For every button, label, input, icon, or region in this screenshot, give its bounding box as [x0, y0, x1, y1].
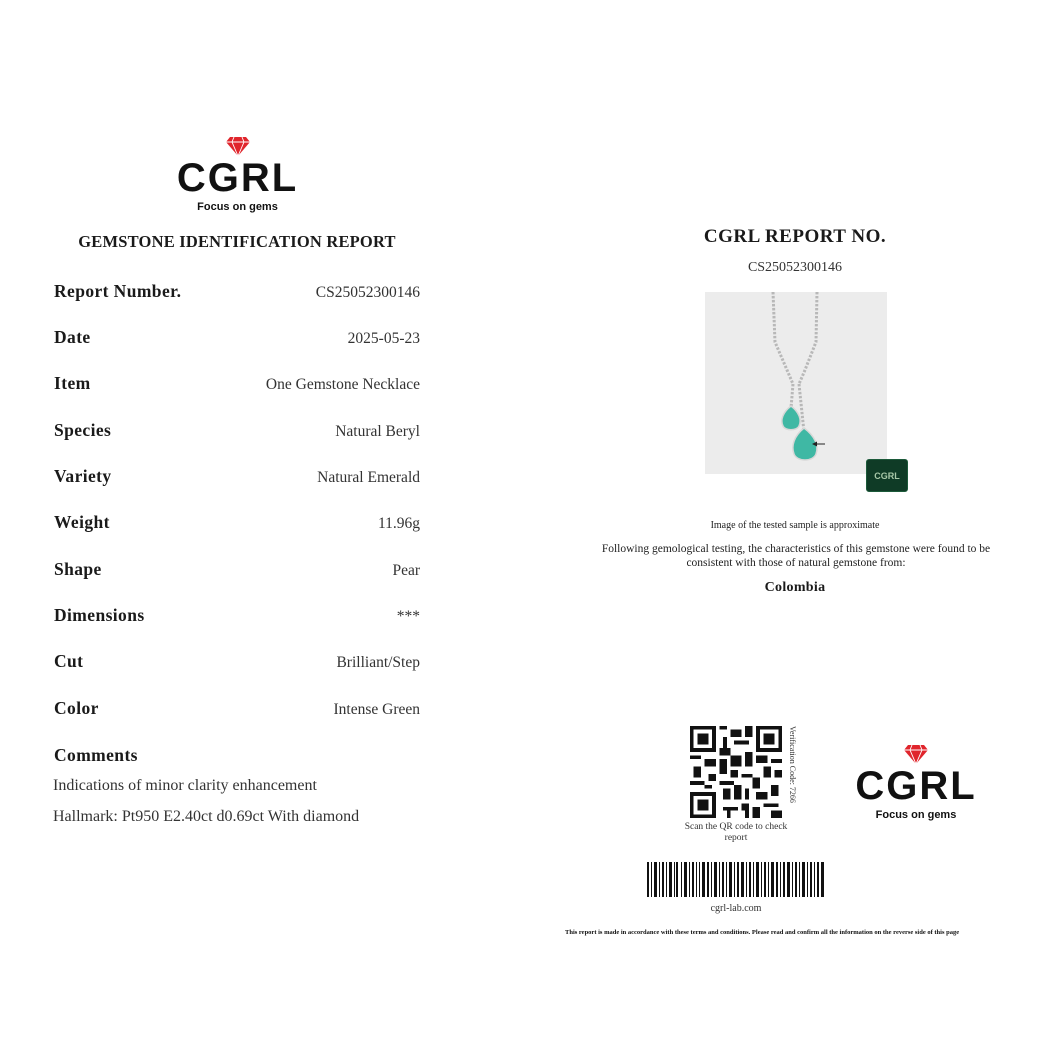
field-value: Pear	[392, 562, 420, 579]
logo-tagline: Focus on gems	[875, 809, 957, 821]
terms-notice: This report is made in accordance with these terms and conditions. Please read and confirm all the information on the reverse side of this page	[565, 929, 960, 936]
field-label: Date	[54, 327, 91, 347]
cgrl-logo-left	[170, 136, 305, 213]
field-label: Variety	[54, 466, 112, 486]
field-cut	[54, 651, 420, 677]
comment-line: Indications of minor clarity enhancement	[53, 777, 317, 794]
field-label: Dimensions	[54, 605, 145, 625]
field-value: Natural Beryl	[335, 423, 420, 440]
field-weight	[54, 512, 420, 538]
comment-line: Hallmark: Pt950 E2.40ct d0.69ct With diamond	[53, 808, 360, 825]
field-color	[54, 698, 420, 724]
verification-code: Verification Code: 7266	[788, 726, 797, 803]
barcode-icon	[647, 862, 824, 897]
field-date	[54, 327, 420, 353]
cgrl-logo-right	[848, 744, 984, 821]
scan-instruction: Scan the QR code to check report	[684, 822, 788, 843]
field-value: Brilliant/Step	[336, 654, 420, 671]
field-label: Item	[54, 373, 91, 393]
website-link[interactable]: cgrl-lab.com	[710, 903, 762, 914]
field-label: Weight	[54, 512, 110, 532]
field-label: Shape	[54, 559, 102, 579]
field-species	[54, 420, 420, 446]
logo-wordmark: CGRL	[855, 764, 977, 808]
photo-caption: Image of the tested sample is approximate	[710, 520, 880, 531]
field-value: 2025-05-23	[347, 330, 420, 347]
field-value: One Gemstone Necklace	[265, 376, 420, 393]
sample-photo	[705, 292, 887, 474]
field-value: Natural Emerald	[317, 469, 420, 486]
field-item	[54, 373, 420, 399]
gem-logo-icon	[904, 744, 928, 764]
field-value: 11.96g	[377, 515, 420, 532]
cgrl-seal: CGRL	[866, 459, 908, 492]
field-label: Color	[54, 698, 99, 718]
logo-wordmark: CGRL	[176, 156, 299, 200]
field-label: Species	[54, 420, 112, 440]
origin-statement: Following gemological testing, the characteristics of this gemstone were found to be consistent with those of natural gemstone from:	[601, 543, 991, 569]
right-report-title: CGRL REPORT NO.	[703, 226, 887, 247]
field-value: Intense Green	[333, 701, 420, 718]
origin-country: Colombia	[764, 580, 826, 595]
comments-title: Comments	[54, 745, 138, 765]
field-shape	[54, 559, 420, 585]
field-value: CS25052300146	[315, 284, 420, 301]
gem-logo-icon	[226, 136, 250, 156]
logo-tagline: Focus on gems	[197, 201, 278, 213]
report-title: GEMSTONE IDENTIFICATION REPORT	[78, 232, 396, 251]
field-variety	[54, 466, 420, 492]
emerald-necklace-image	[705, 292, 887, 474]
field-value: ***	[396, 608, 420, 625]
right-report-number: CS25052300146	[747, 260, 843, 275]
qr-code-icon[interactable]	[690, 726, 782, 818]
field-report-number	[54, 281, 420, 307]
field-label: Cut	[54, 651, 84, 671]
field-label: Report Number.	[54, 281, 182, 301]
field-dimensions	[54, 605, 420, 631]
